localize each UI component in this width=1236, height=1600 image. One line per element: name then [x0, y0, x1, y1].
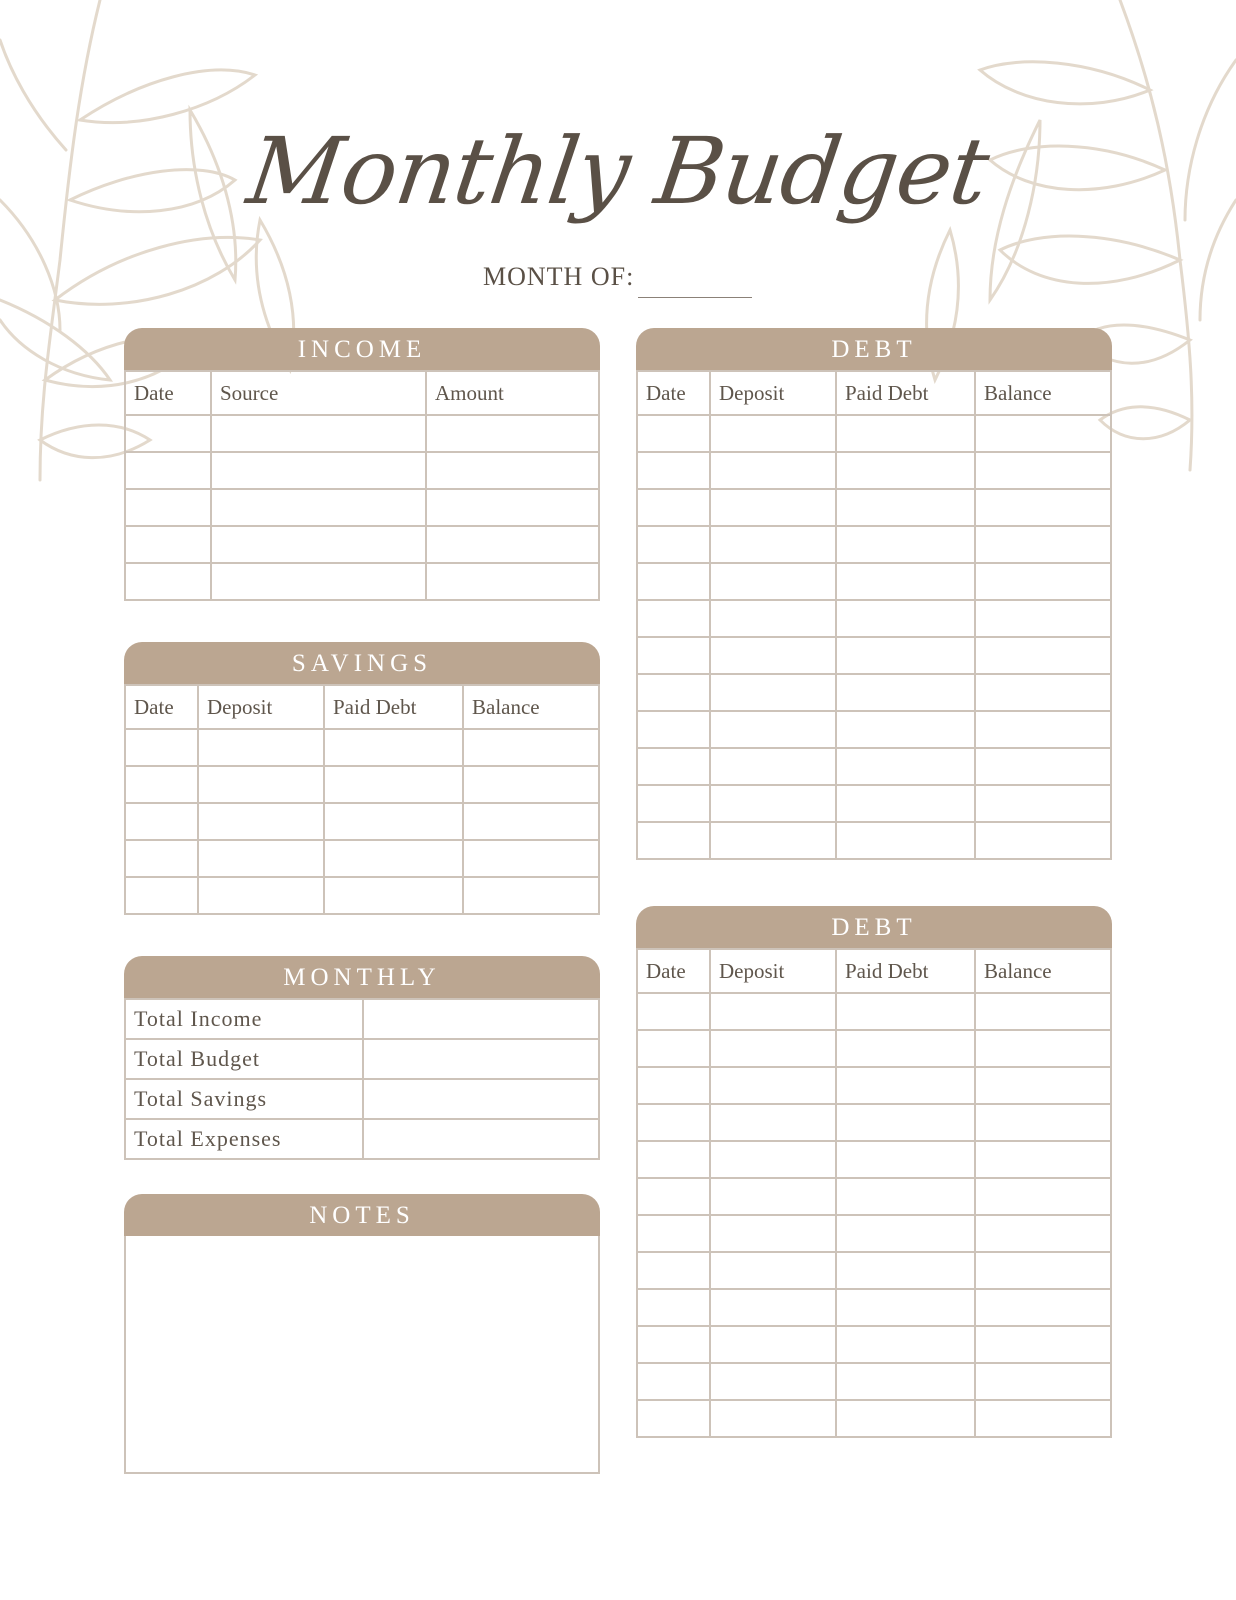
table-cell[interactable] [426, 452, 599, 489]
table-cell[interactable] [324, 729, 463, 766]
table-cell[interactable] [198, 877, 324, 914]
table-cell[interactable] [975, 993, 1111, 1030]
table-row [637, 526, 1111, 563]
table-row [125, 563, 599, 600]
table-row [637, 1326, 1111, 1363]
table-cell[interactable] [836, 1363, 975, 1400]
table-cell[interactable] [710, 637, 836, 674]
table-cell[interactable] [463, 840, 599, 877]
table-cell[interactable] [710, 1326, 836, 1363]
table-row [125, 415, 599, 452]
savings-section [124, 642, 600, 915]
table-cell[interactable] [975, 1067, 1111, 1104]
table-row [637, 993, 1111, 1030]
table-row [125, 999, 599, 1039]
table-cell[interactable] [710, 526, 836, 563]
table-cell[interactable] [975, 415, 1111, 452]
table-cell[interactable] [637, 1178, 710, 1215]
table-row [125, 1079, 599, 1119]
row-label: Total Savings [125, 1079, 363, 1119]
table-cell[interactable] [125, 489, 211, 526]
table-row [125, 803, 599, 840]
table-cell[interactable] [836, 415, 975, 452]
table-cell[interactable] [975, 1363, 1111, 1400]
table-cell[interactable] [710, 1104, 836, 1141]
table-cell[interactable] [637, 600, 710, 637]
table-cell[interactable] [211, 452, 426, 489]
column-header: Deposit [198, 685, 324, 729]
table-row [637, 785, 1111, 822]
table-cell[interactable] [637, 1289, 710, 1326]
table-cell[interactable] [710, 1030, 836, 1067]
table-row [637, 1363, 1111, 1400]
income-section [124, 328, 600, 601]
table-cell[interactable] [324, 877, 463, 914]
table-cell[interactable] [637, 711, 710, 748]
table-cell[interactable] [125, 415, 211, 452]
table-cell[interactable] [836, 993, 975, 1030]
table-cell[interactable] [710, 1141, 836, 1178]
table-cell[interactable] [836, 1289, 975, 1326]
column-header: Amount [426, 371, 599, 415]
table-cell[interactable] [637, 1252, 710, 1289]
table-cell[interactable] [637, 1104, 710, 1141]
table-cell[interactable] [836, 452, 975, 489]
table-cell[interactable] [637, 822, 710, 859]
table-cell[interactable] [363, 1119, 599, 1159]
table-cell[interactable] [463, 766, 599, 803]
table-cell[interactable] [975, 526, 1111, 563]
table-cell[interactable] [836, 674, 975, 711]
notes-header: NOTES [124, 1194, 600, 1236]
table-cell[interactable] [324, 766, 463, 803]
table-cell[interactable] [975, 1326, 1111, 1363]
table-cell[interactable] [463, 877, 599, 914]
table-cell[interactable] [975, 822, 1111, 859]
table-cell[interactable] [836, 563, 975, 600]
table-row [637, 1104, 1111, 1141]
table-cell[interactable] [975, 674, 1111, 711]
table-cell[interactable] [975, 1252, 1111, 1289]
table-cell[interactable] [710, 415, 836, 452]
table-cell[interactable] [710, 563, 836, 600]
column-header: Paid Debt [324, 685, 463, 729]
table-cell[interactable] [426, 489, 599, 526]
table-cell[interactable] [710, 489, 836, 526]
table-cell[interactable] [710, 1252, 836, 1289]
page-title: Monthly Budget [241, 118, 995, 225]
debt-header: DEBT [636, 328, 1112, 370]
table-cell[interactable] [363, 1079, 599, 1119]
table-cell[interactable] [836, 748, 975, 785]
table-cell[interactable] [426, 563, 599, 600]
table-cell[interactable] [710, 1363, 836, 1400]
table-cell[interactable] [710, 1400, 836, 1437]
table-cell[interactable] [463, 729, 599, 766]
table-row [637, 452, 1111, 489]
table-cell[interactable] [710, 452, 836, 489]
table-row [637, 674, 1111, 711]
table-row [125, 877, 599, 914]
table-row [637, 822, 1111, 859]
table-cell[interactable] [836, 1400, 975, 1437]
income-table [124, 370, 600, 601]
table-cell[interactable] [198, 803, 324, 840]
table-row [125, 489, 599, 526]
savings-header: SAVINGS [124, 642, 600, 684]
table-cell[interactable] [975, 1289, 1111, 1326]
table-cell[interactable] [637, 526, 710, 563]
table-cell[interactable] [710, 748, 836, 785]
table-cell[interactable] [125, 840, 198, 877]
table-cell[interactable] [637, 489, 710, 526]
table-row [125, 840, 599, 877]
table-row [637, 489, 1111, 526]
table-cell[interactable] [975, 1215, 1111, 1252]
column-header: Date [637, 371, 710, 415]
table-cell[interactable] [363, 1039, 599, 1079]
table-cell[interactable] [211, 563, 426, 600]
table-row [125, 526, 599, 563]
table-row [637, 415, 1111, 452]
table-cell[interactable] [710, 785, 836, 822]
row-label: Total Budget [125, 1039, 363, 1079]
row-label: Total Income [125, 999, 363, 1039]
table-cell[interactable] [836, 1030, 975, 1067]
table-cell[interactable] [836, 1215, 975, 1252]
table-cell[interactable] [710, 1289, 836, 1326]
table-cell[interactable] [637, 1141, 710, 1178]
table-cell[interactable] [975, 711, 1111, 748]
notes-area[interactable] [124, 1236, 600, 1474]
table-cell[interactable] [125, 526, 211, 563]
table-cell[interactable] [198, 729, 324, 766]
savings-table [124, 684, 600, 915]
table-cell[interactable] [125, 803, 198, 840]
table-row [125, 452, 599, 489]
table-cell[interactable] [975, 1030, 1111, 1067]
table-cell[interactable] [637, 637, 710, 674]
table-cell[interactable] [637, 748, 710, 785]
table-cell[interactable] [324, 803, 463, 840]
table-cell[interactable] [836, 1104, 975, 1141]
table-cell[interactable] [836, 785, 975, 822]
table-cell[interactable] [710, 1067, 836, 1104]
table-row [637, 1252, 1111, 1289]
column-header: Date [125, 685, 198, 729]
table-cell[interactable] [836, 526, 975, 563]
table-cell[interactable] [836, 1178, 975, 1215]
table-cell[interactable] [836, 600, 975, 637]
column-header: Paid Debt [836, 371, 975, 415]
monthly-section [124, 956, 600, 1160]
column-header: Deposit [710, 371, 836, 415]
table-row [637, 1289, 1111, 1326]
debt-header: DEBT [636, 906, 1112, 948]
table-row [637, 1400, 1111, 1437]
table-cell[interactable] [637, 452, 710, 489]
table-cell[interactable] [125, 877, 198, 914]
column-header: Paid Debt [836, 949, 975, 993]
table-cell[interactable] [975, 1178, 1111, 1215]
table-row [125, 729, 599, 766]
table-row [637, 1178, 1111, 1215]
table-cell[interactable] [710, 600, 836, 637]
column-header: Date [125, 371, 211, 415]
table-cell[interactable] [710, 711, 836, 748]
table-cell[interactable] [637, 1400, 710, 1437]
table-cell[interactable] [836, 1141, 975, 1178]
table-cell[interactable] [836, 1252, 975, 1289]
table-cell[interactable] [637, 415, 710, 452]
table-cell[interactable] [975, 637, 1111, 674]
table-cell[interactable] [637, 1067, 710, 1104]
table-row [637, 1030, 1111, 1067]
table-row [125, 1119, 599, 1159]
table-cell[interactable] [324, 840, 463, 877]
debt-table-2 [636, 948, 1112, 1438]
debt-section-2 [636, 906, 1112, 1438]
table-cell[interactable] [975, 1104, 1111, 1141]
table-cell[interactable] [211, 489, 426, 526]
month-input-line[interactable] [638, 297, 752, 298]
table-cell[interactable] [710, 822, 836, 859]
monthly-table [124, 998, 600, 1160]
income-header: INCOME [124, 328, 600, 370]
table-cell[interactable] [125, 563, 211, 600]
table-cell[interactable] [710, 1215, 836, 1252]
table-cell[interactable] [426, 526, 599, 563]
table-row [637, 1141, 1111, 1178]
column-header: Balance [463, 685, 599, 729]
table-cell[interactable] [637, 674, 710, 711]
table-cell[interactable] [836, 822, 975, 859]
table-cell[interactable] [198, 840, 324, 877]
table-cell[interactable] [975, 1141, 1111, 1178]
table-cell[interactable] [637, 1030, 710, 1067]
table-row [637, 1215, 1111, 1252]
table-row [637, 600, 1111, 637]
table-cell[interactable] [836, 637, 975, 674]
column-header: Balance [975, 371, 1111, 415]
monthly-header: MONTHLY [124, 956, 600, 998]
table-row [637, 637, 1111, 674]
month-label: MONTH OF: [483, 262, 635, 291]
table-row [637, 563, 1111, 600]
table-cell[interactable] [125, 452, 211, 489]
table-cell[interactable] [463, 803, 599, 840]
table-cell[interactable] [710, 1178, 836, 1215]
column-header: Balance [975, 949, 1111, 993]
table-cell[interactable] [637, 563, 710, 600]
table-cell[interactable] [975, 452, 1111, 489]
column-header: Source [211, 371, 426, 415]
table-row [125, 766, 599, 803]
table-cell[interactable] [836, 1326, 975, 1363]
debt-section-1 [636, 328, 1112, 860]
table-cell[interactable] [836, 489, 975, 526]
table-cell[interactable] [211, 415, 426, 452]
table-cell[interactable] [637, 1326, 710, 1363]
table-cell[interactable] [363, 999, 599, 1039]
table-row [637, 1067, 1111, 1104]
column-header: Date [637, 949, 710, 993]
table-row [637, 711, 1111, 748]
debt-table-1 [636, 370, 1112, 860]
column-header: Deposit [710, 949, 836, 993]
table-cell[interactable] [125, 729, 198, 766]
table-cell[interactable] [637, 1363, 710, 1400]
table-cell[interactable] [836, 1067, 975, 1104]
table-cell[interactable] [975, 563, 1111, 600]
table-row [637, 748, 1111, 785]
notes-section [124, 1194, 600, 1474]
table-cell[interactable] [198, 766, 324, 803]
row-label: Total Expenses [125, 1119, 363, 1159]
table-cell[interactable] [975, 785, 1111, 822]
table-cell[interactable] [637, 785, 710, 822]
table-cell[interactable] [710, 674, 836, 711]
table-cell[interactable] [637, 993, 710, 1030]
table-cell[interactable] [975, 748, 1111, 785]
table-cell[interactable] [836, 711, 975, 748]
table-cell[interactable] [975, 1400, 1111, 1437]
table-cell[interactable] [975, 600, 1111, 637]
table-cell[interactable] [125, 766, 198, 803]
table-cell[interactable] [211, 526, 426, 563]
table-row [125, 1039, 599, 1079]
table-cell[interactable] [426, 415, 599, 452]
table-cell[interactable] [975, 489, 1111, 526]
table-cell[interactable] [710, 993, 836, 1030]
table-cell[interactable] [637, 1215, 710, 1252]
